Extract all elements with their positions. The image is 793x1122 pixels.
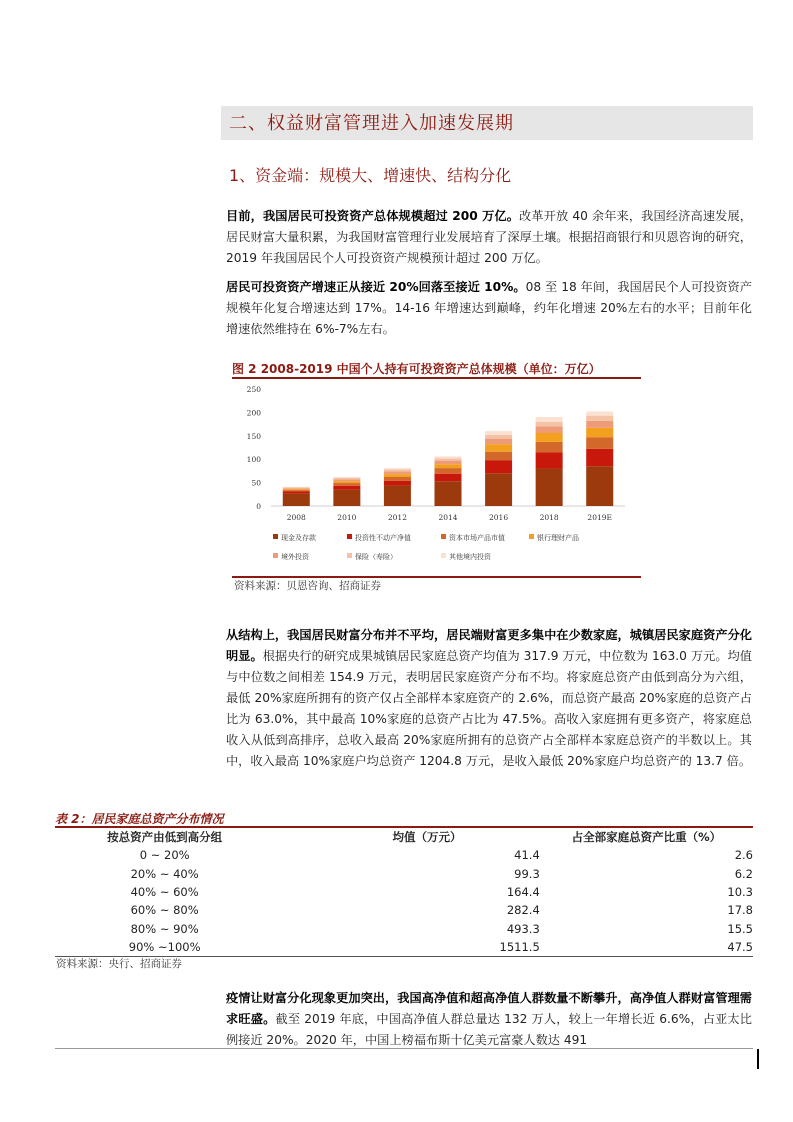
legend-swatch	[441, 534, 446, 539]
legend-label: 保险（寿险）	[355, 553, 397, 561]
x-tick-label: 2008	[286, 513, 306, 522]
cell-mean: 99.3	[514, 866, 540, 881]
bar-segment	[333, 477, 360, 478]
cell-share: 6.2	[734, 866, 753, 881]
bar-segment	[485, 435, 512, 439]
bar-segment	[333, 486, 360, 490]
bar-segment	[435, 468, 462, 474]
legend-label: 资本市场产品市值	[449, 534, 505, 542]
bar-segment	[283, 488, 310, 489]
x-tick-label: 2014	[438, 513, 458, 522]
cell-share: 15.5	[727, 921, 753, 936]
table-row	[55, 901, 753, 919]
figure-source: 资料来源：贝恩咨询、招商证券	[234, 580, 381, 592]
cell-share: 10.3	[727, 884, 753, 899]
bar-segment	[485, 444, 512, 451]
subsection-title: 1、资金端：规模大、增速快、结构分化	[229, 166, 512, 185]
paragraph-4-text: 截至 2019 年底，中国高净值人群总量达 132 万人，较上一年增长近 6.6%，占亚太比例接近 20%。2020 年，中国上榜福布斯十亿美元富豪人数达 491	[226, 1012, 752, 1047]
bar-segment	[384, 474, 411, 477]
bar-segment	[333, 478, 360, 479]
x-tick-label: 2016	[489, 513, 509, 522]
bar-segment	[384, 485, 411, 506]
table-source: 资料来源：央行、招商证券	[56, 958, 182, 970]
bar-segment	[283, 489, 310, 490]
paragraph-4	[226, 988, 752, 1051]
legend-swatch	[347, 553, 352, 558]
bar-segment	[384, 481, 411, 486]
legend-label: 其他境内投资	[449, 553, 491, 561]
bar-segment	[485, 473, 512, 506]
bar-segment	[586, 466, 613, 506]
bar-segment	[485, 431, 512, 435]
cell-group: 90% ~100%	[55, 938, 274, 957]
cell-group: 20% ~ 40%	[130, 866, 199, 881]
bar-segment	[586, 421, 613, 428]
cell-group: 80% ~ 90%	[130, 921, 199, 936]
x-tick-label: 2010	[337, 513, 357, 522]
legend-swatch	[441, 553, 446, 558]
bar-segment	[333, 490, 360, 506]
bar-segment	[586, 411, 613, 415]
bar-segment	[536, 426, 563, 433]
legend-swatch	[347, 534, 352, 539]
x-tick-label: 2019E	[587, 513, 612, 522]
cell-share: 17.8	[727, 903, 753, 918]
legend-label: 投资性不动产净值	[355, 534, 411, 542]
cell-share: 47.5	[540, 938, 753, 957]
bar-segment	[536, 422, 563, 427]
bar-segment	[283, 493, 310, 506]
paragraph-4-lead: 疫情让财富分化现象更加突出，我国高净值和超高净值人群数量不断攀升，高净值人群财富管理需求旺盛。	[226, 991, 752, 1026]
bar-segment	[536, 452, 563, 468]
bar-segment	[384, 468, 411, 469]
bar-segment	[485, 439, 512, 445]
bar-segment	[283, 491, 310, 493]
y-tick-label: 100	[246, 455, 261, 465]
bar-segment	[586, 437, 613, 449]
bar-segment	[435, 456, 462, 458]
cell-mean: 41.4	[514, 848, 540, 863]
bar-segment	[384, 471, 411, 474]
bar-segment	[333, 481, 360, 483]
y-tick-label: 50	[251, 478, 261, 488]
bar-segment	[435, 464, 462, 468]
paragraph-2-lead: 居民可投资资产增速正从接近 20%回落至接近 10%。	[226, 280, 526, 294]
header-share: 占全部家庭总资产比重（%）	[540, 827, 753, 846]
y-tick-label: 0	[256, 502, 261, 511]
table-row	[55, 938, 753, 957]
bar-segment	[333, 479, 360, 481]
y-tick-label: 250	[246, 385, 261, 394]
x-tick-label: 2012	[387, 513, 407, 522]
paragraph-3-lead: 从结构上，我国居民财富分布并不平均，居民端财富更多集中在少数家庭，城镇居民家庭资产分化明显。	[226, 628, 752, 663]
table-row	[55, 920, 753, 938]
cell-mean: 164.4	[506, 884, 540, 899]
bar-segment	[384, 477, 411, 481]
bar-segment	[435, 458, 462, 460]
legend-label: 现金及存款	[281, 534, 316, 542]
bar-segment	[536, 469, 563, 506]
asset-distribution-table	[55, 826, 753, 957]
table-header-row	[55, 827, 753, 846]
bar-segment	[586, 428, 613, 437]
bar-segment	[435, 461, 462, 465]
bar-segment	[586, 449, 613, 466]
cell-group: 60% ~ 80%	[130, 903, 199, 918]
cell-mean: 282.4	[506, 903, 540, 918]
section-title: 二、权益财富管理进入加速发展期	[229, 113, 514, 134]
bar-segment	[536, 417, 563, 422]
investable-assets-chart	[233, 378, 631, 568]
x-tick-label: 2018	[539, 513, 559, 522]
legend-swatch	[529, 534, 534, 539]
bar-segment	[283, 487, 310, 488]
bar-segment	[333, 483, 360, 486]
bar-segment	[283, 490, 310, 491]
cell-mean: 493.3	[506, 921, 540, 936]
figure-title: 图 2 2008-2019 中国个人持有可投资资产总体规模（单位：万亿）	[232, 362, 601, 376]
paragraph-2-text: 08 至 18 年间，我国居民个人可投资资产规模年化复合增速达到 17%。14-16 年增速达到巅峰，约年化增速 20%左右的水平；目前年化增速依然维持在 6%-7%左右。	[226, 280, 752, 336]
paragraph-3	[226, 625, 752, 772]
bar-segment	[536, 433, 563, 442]
paragraph-1	[226, 206, 752, 269]
paragraph-2	[226, 277, 752, 340]
paragraph-1-lead: 目前，我国居民可投资资产总体规模超过 200 万亿。	[226, 209, 520, 223]
bar-segment	[536, 442, 563, 452]
legend-swatch	[273, 553, 278, 558]
bar-segment	[485, 460, 512, 473]
page-marker	[757, 1049, 759, 1069]
bar-segment	[485, 452, 512, 460]
bar-segment	[435, 481, 462, 506]
y-tick-label: 200	[246, 408, 261, 418]
legend-swatch	[273, 534, 278, 539]
table-row	[55, 864, 753, 882]
paragraph-1-text: 改革开放 40 余年来，我国经济高速发展，居民财富大量积累，为我国财富管理行业发展培育了深厚土壤。根据招商银行和贝恩咨询的研究，2019 年我国居民个人可投资资产规模预计超过 200 万亿。	[226, 209, 752, 265]
y-tick-label: 150	[246, 431, 261, 441]
cell-mean: 1511.5	[274, 938, 539, 957]
cell-group: 40% ~ 60%	[130, 884, 199, 899]
paragraph-3-text: 根据央行的研究成果城镇居民家庭总资产均值为 317.9 万元，中位数为 163.0 万元。均值与中位数之间相差 154.9 万元，表明居民家庭资产分布不均。将家庭总资产由低到高分为六组，最低 20%家庭所拥有的资产仅占全部样本家庭资产的 2.6%，而总资产最高 20%家庭的总资产占比为 63.0%，其中最高 10%家庭的总资产占比为 47.5%。高收入家庭拥有更多资产，将家庭总收入从低到高排序，总收入最高 20%家庭所拥有的总资产占全部样本家庭总资产的半数以上。其中，收入最高 10%家庭户均总资产 1204.8 万元，是收入最低 20%家庭户均总资产的 13.7 倍。	[226, 649, 752, 768]
legend-label: 境外投资	[281, 553, 309, 561]
bar-segment	[586, 416, 613, 421]
table-title: 表 2：居民家庭总资产分布情况	[55, 812, 224, 826]
header-mean: 均值（万元）	[274, 827, 539, 846]
cell-group: 0 ~ 20%	[139, 848, 190, 863]
cell-share: 2.6	[734, 848, 753, 863]
footer-rule	[55, 1048, 753, 1049]
legend-label: 银行理财产品	[537, 534, 579, 542]
table-row	[55, 846, 753, 864]
table-row	[55, 883, 753, 901]
bar-segment	[435, 474, 462, 481]
header-group: 按总资产由低到高分组	[55, 827, 274, 846]
bar-segment	[384, 469, 411, 471]
